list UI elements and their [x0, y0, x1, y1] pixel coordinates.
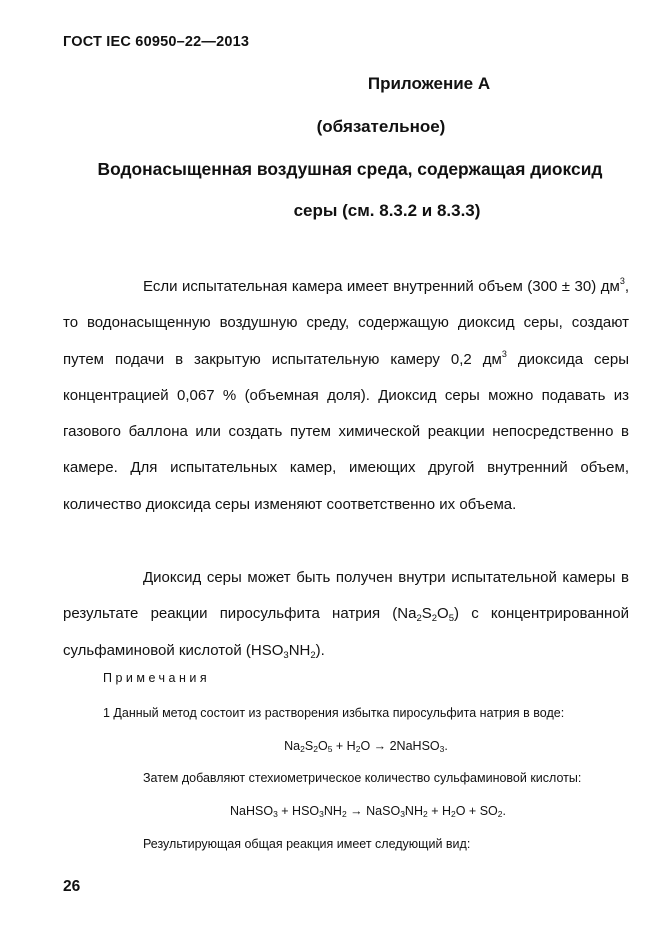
paragraph-text: ) с концентрированной сульфаминовой кислотой ( — [63, 605, 629, 659]
appendix-status: (обязательное) — [316, 117, 446, 136]
superscript: 3 — [501, 348, 507, 359]
paragraph-text: Если испытательная камера имеет внутренний объем (300 ± 30) дм — [143, 278, 620, 295]
formula-1: $Na_2S_2O_5 + H_2O$ → 2NaHSO$_3$. — [284, 739, 448, 754]
paragraph-text: Диоксид серы может быть получен внутри испытательной камеры в результате реакции пиросульфита натрия ( — [63, 569, 629, 623]
appendix-heading-line2: серы (см. 8.3.2 и 8.3.3) — [293, 201, 481, 220]
notes-heading: Примечания — [103, 671, 211, 685]
paragraph-text: ). — [315, 641, 325, 659]
standard-header: ГОСТ IEC 60950–22—2013 — [63, 34, 250, 50]
note-2-text: Затем добавляют стехиометрическое количество сульфаминовой кислоты: — [143, 771, 582, 785]
superscript: 3 — [619, 276, 625, 286]
chemical-formula-sulfamic-acid: $HSO_3NH_2$ — [250, 641, 316, 661]
appendix-title: Приложение А — [367, 74, 491, 93]
note-3-text: Результирующая общая реакция имеет следующий вид: — [143, 837, 471, 851]
formula-2: NaHSO$_3$ + $HSO_3NH_2$ → $NaSO_3NH_2 + H_2O + SO_2$. — [230, 804, 506, 819]
page-number: 26 — [63, 878, 81, 895]
paragraph-text: , то водонасыщенную воздушную среду, содержащую диоксид серы, создают путем подачи в закрытую испытательную камеру 0,2 дм — [63, 278, 629, 368]
note-1-text: 1 Данный метод состоит из растворения избытка пиросульфита натрия в воде: — [103, 706, 565, 720]
paragraph-volume — [63, 269, 629, 523]
chemical-formula-pyrosulfite: $Na_2S_2O_5$ — [397, 605, 455, 625]
paragraph-text: диоксида серы концентрацией 0,067 % (объемная доля). Диоксид серы можно подавать из газового баллона или создать путем химической реакции непосредственно в камере. Для испытательных камер, имеющих другой внутренний объем, количество диоксида серы изменяют соответственно их объема. — [63, 350, 629, 513]
appendix-heading-line1: Водонасыщенная воздушная среда, содержащая диоксид — [97, 159, 603, 179]
paragraph-reaction — [63, 560, 629, 669]
